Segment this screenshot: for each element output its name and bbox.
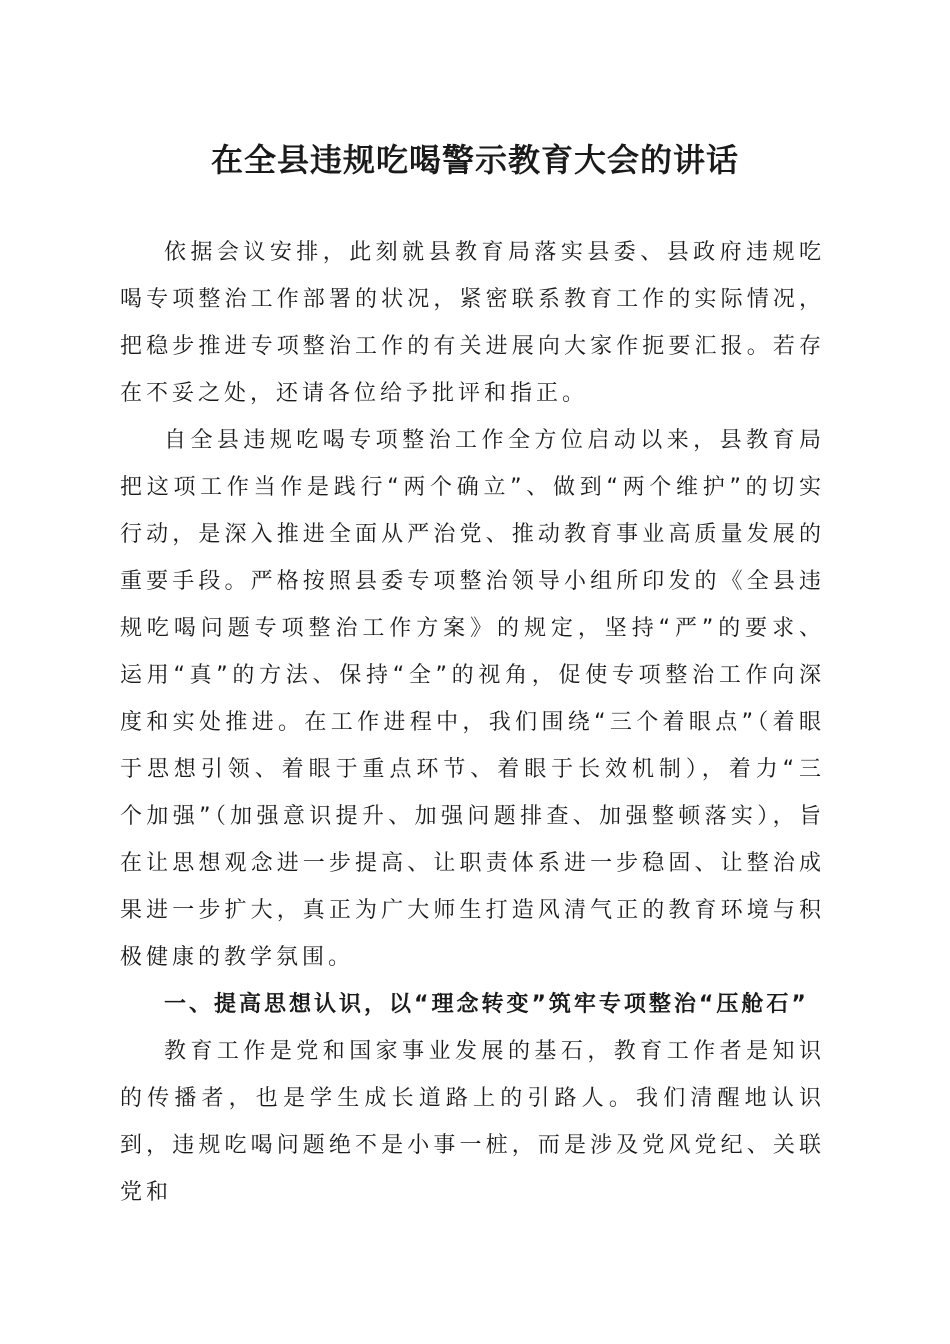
paragraph-overview: 自全县违规吃喝专项整治工作全方位启动以来，县教育局把这项工作当作是践行“两个确立”、做到“两个维护”的切实行动，是深入推进全面从严治党、推动教育事业高质量发展的重要手段。严格按照县委专项整治领导小组所印发的《全县违规吃喝问题专项整治工作方案》的规定，坚持“严”的要求、运用“真”的方法、保持“全”的视角，促使专项整治工作向深度和实处推进。在工作进程中，我们围绕“三个着眼点”（着眼于思想引领、着眼于重点环节、着眼于长效机制），着力“三个加强”（加强意识提升、加强问题排查、加强整顿落实），旨在让思想观念进一步提高、让职责体系进一步稳固、让整治成果进一步扩大，真正为广大师生打造风清气正的教育环境与积极健康的教学氛围。 [120, 428, 825, 970]
document-title: 在全县违规吃喝警示教育大会的讲话 [210, 141, 739, 179]
document-body [120, 229, 825, 1216]
section-heading-1: 一、提高思想认识，以“理念转变”筑牢专项整治“压舱石” [164, 992, 809, 1017]
paragraph-section-1: 教育工作是党和国家事业发展的基石，教育工作者是知识的传播者，也是学生成长道路上的引路人。我们清醒地认识到，违规吃喝问题绝不是小事一桩，而是涉及党风党纪、关联党和 [120, 1039, 825, 1205]
paragraph-intro: 依据会议安排，此刻就县教育局落实县委、县政府违规吃喝专项整治工作部署的状况，紧密联系教育工作的实际情况，把稳步推进专项整治工作的有关进展向大家作扼要汇报。若存在不妥之处，还请各位给予批评和指正。 [120, 240, 825, 406]
